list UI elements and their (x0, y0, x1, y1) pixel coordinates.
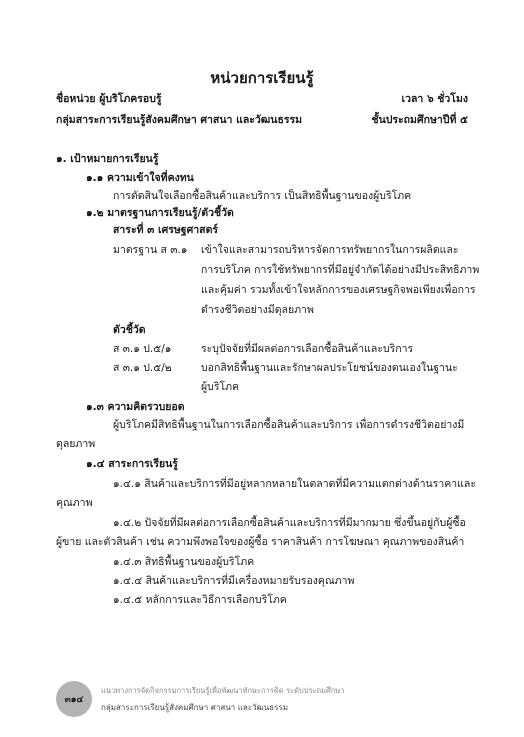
grade-level: ชั้นประถมศึกษาปีที่ ๕ (371, 114, 468, 126)
subsection-heading-understanding: ๑.๑ ความเข้าใจที่คงทน (86, 172, 194, 184)
standard-line: เข้าใจและสามารถบริหารจัดการทรัพยากรในการผลิตและ (201, 244, 459, 256)
footer-subject-group: กลุ่มสาระการเรียนรู้สังคมศึกษา ศาสนา และวัฒนธรรม (101, 703, 288, 712)
subsection-heading-standards: ๑.๒ มาตรฐานการเรียนรู้/ตัวชี้วัด (86, 207, 234, 219)
unit-name: ชื่อหน่วย ผู้บริโภครอบรู้ (56, 93, 162, 105)
concept-text: ผู้บริโภคมีสิทธิพื้นฐานในการเลือกซื้อสินค้าและบริการ เพื่อการดำรงชีวิตอย่างมี (113, 419, 465, 431)
content-item: ๑.๔.๔ สินค้าและบริการที่มีเครื่องหมายรับรองคุณภาพ (113, 575, 355, 587)
standard-code: มาตรฐาน ส ๓.๑ (113, 244, 188, 256)
indicator-text: บอกสิทธิพื้นฐานและรักษาผลประโยชน์ของตนเองในฐานะ (201, 362, 458, 374)
understanding-text: การตัดสินใจเลือกซื้อสินค้าและบริการ เป็นสิทธิพื้นฐานของผู้บริโภค (113, 190, 412, 202)
content-item: ผู้ขาย และตัวสินค้า เช่น ความพึงพอใจของผู้ซื้อ ราคาสินค้า การโฆษณา คุณภาพของสินค้า (56, 536, 465, 548)
indicator-text: ระบุปัจจัยที่มีผลต่อการเลือกซื้อสินค้าและบริการ (201, 343, 414, 355)
subject-group: กลุ่มสาระการเรียนรู้สังคมศึกษา ศาสนา และวัฒนธรรม (56, 114, 303, 126)
standard-line: การบริโภค การใช้ทรัพยากรที่มีอยู่จำกัดได้อย่างมีประสิทธิภาพ (201, 264, 480, 276)
indicator-code: ส ๓.๑ ป.๕/๑ (113, 343, 172, 355)
unit-time: เวลา ๖ ชั่วโมง (401, 93, 468, 105)
page-title: หน่วยการเรียนรู้ (210, 69, 314, 87)
indicator-text: ผู้บริโภค (201, 381, 240, 393)
content-item: ๑.๔.๑ สินค้าและบริการที่มีอยู่หลากหลายในตลาดที่มีความแตกต่างด้านราคาและ (113, 478, 476, 490)
content-item: ๑.๔.๓ สิทธิพื้นฐานของผู้บริโภค (113, 556, 255, 568)
concept-text: ดุลยภาพ (56, 438, 96, 450)
subsection-heading-content: ๑.๔ สาระการเรียนรู้ (86, 458, 178, 470)
indicator-heading: ตัวชี้วัด (113, 324, 146, 336)
strand-title: สาระที่ ๓ เศรษฐศาสตร์ (113, 224, 219, 236)
footer-book-title: แนวทางการจัดกิจกรรมการเรียนรู้เพื่อพัฒนาทักษะการคิด ระดับประถมศึกษา (101, 686, 345, 695)
page-number: ๓๑๔ (64, 695, 84, 705)
section-heading: ๑. เป้าหมายการเรียนรู้ (56, 153, 159, 165)
subsection-heading-concept: ๑.๓ ความคิดรวบยอด (86, 401, 185, 413)
indicator-code: ส ๓.๑ ป.๕/๒ (113, 362, 172, 374)
content-item: ๑.๔.๒ ปัจจัยที่มีผลต่อการเลือกซื้อสินค้าและบริการที่มีมากมาย ซึ่งขึ้นอยู่กับผู้ซื้อ (113, 517, 466, 529)
standard-line: ดำรงชีวิตอย่างมีดุลยภาพ (201, 304, 314, 316)
content-item: คุณภาพ (56, 497, 93, 509)
content-item: ๑.๔.๕ หลักการและวิธีการเลือกบริโภค (113, 594, 287, 606)
standard-line: และคุ้มค่า รวมทั้งเข้าใจหลักการของเศรษฐกิจพอเพียงเพื่อการ (201, 284, 476, 296)
